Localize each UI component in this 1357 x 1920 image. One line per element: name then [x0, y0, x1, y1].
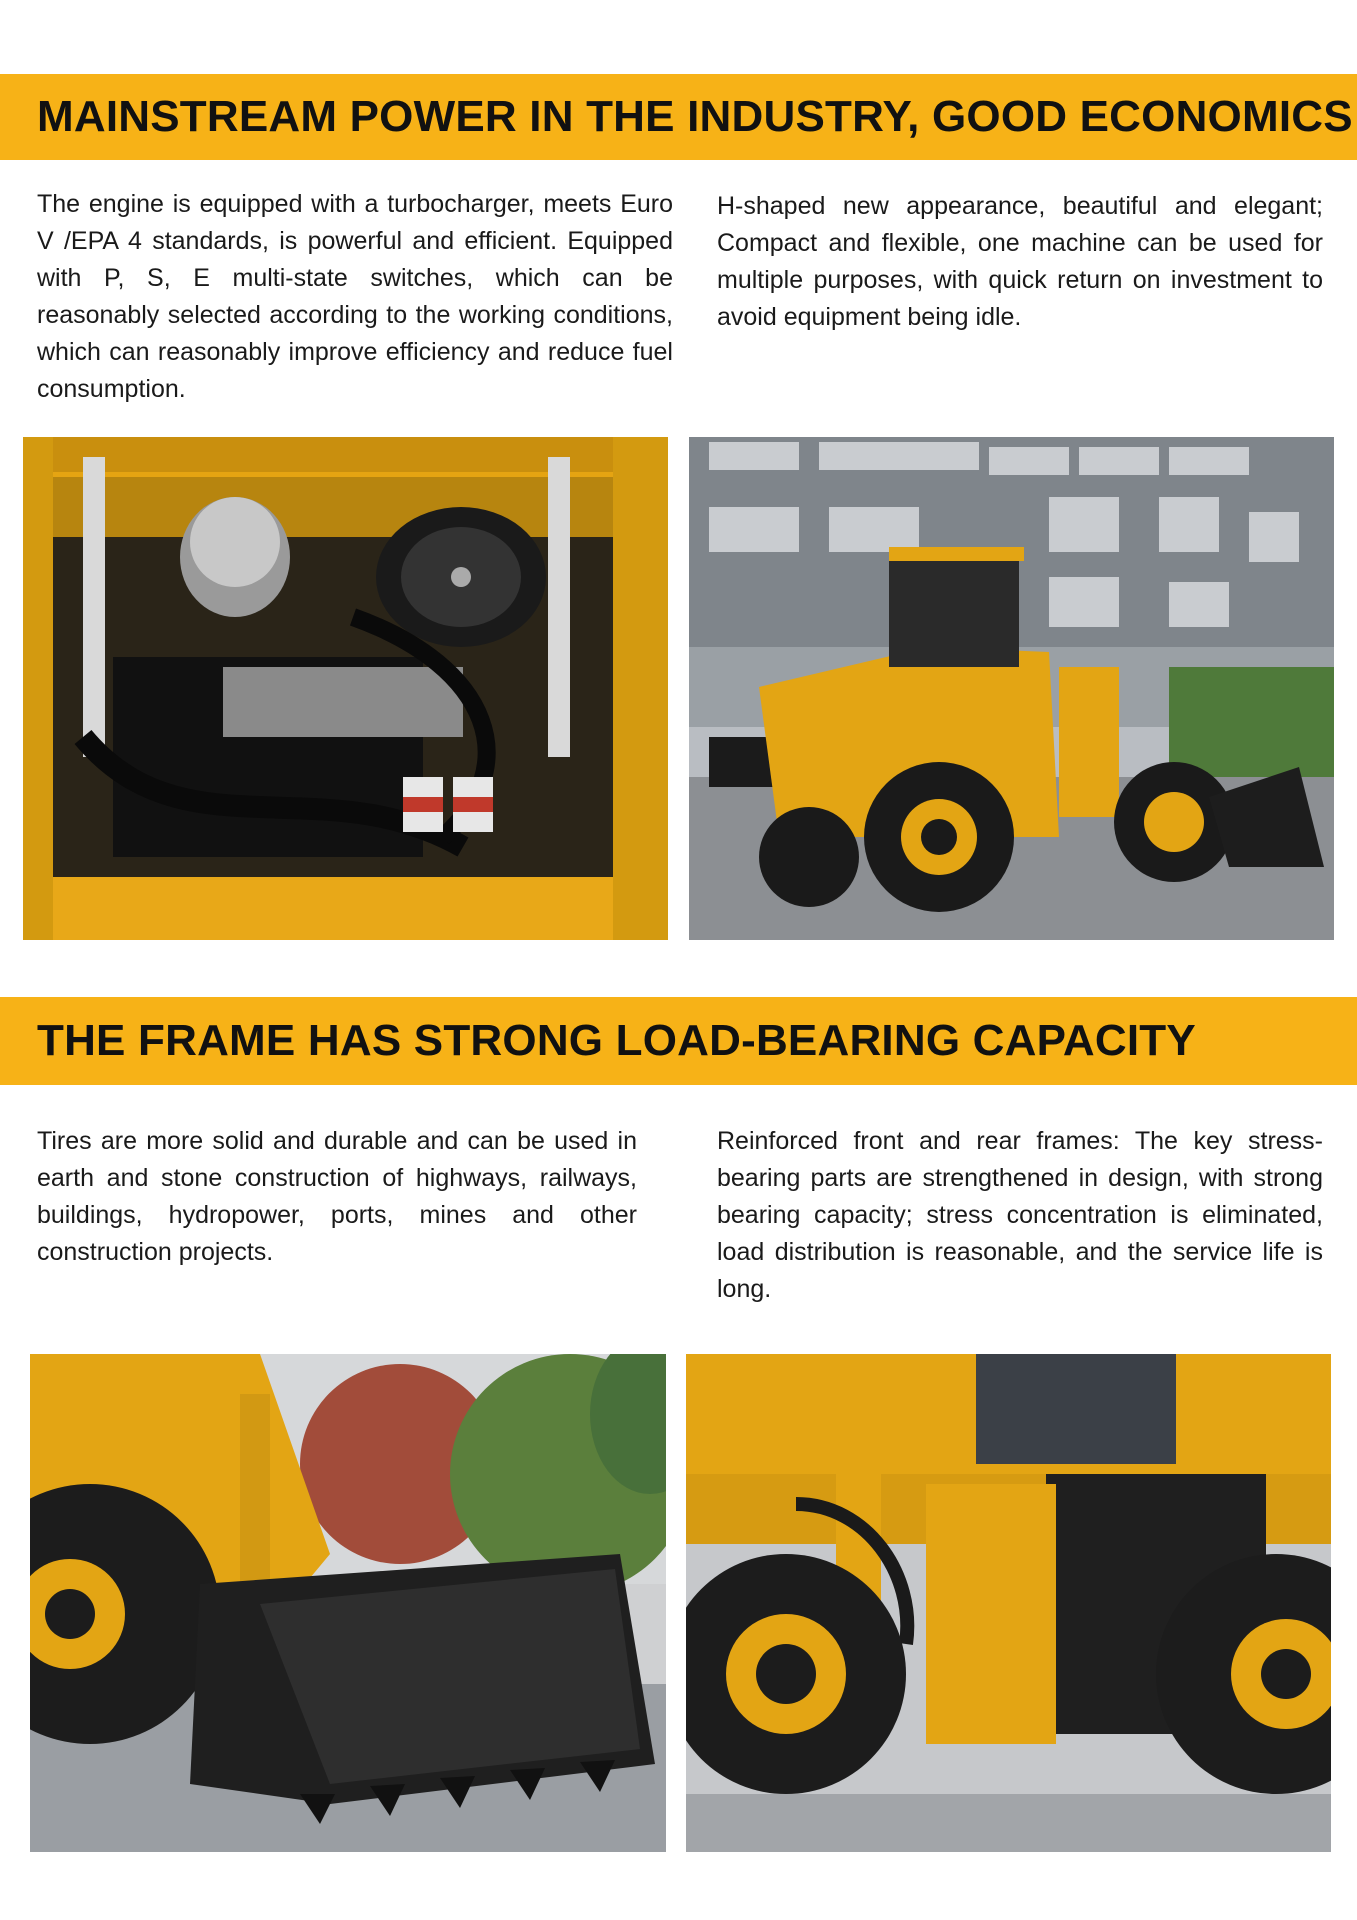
engine-description: The engine is equipped with a turbocharger, meets Euro V /EPA 4 standards, is powerful and efficient. Equipped with P, S, E multi-state switches, which can be reasonably selected according to the working conditions, which can reasonably improve efficiency and reduce fuel consumption. — [37, 190, 673, 403]
tires-description: Tires are more solid and durable and can be used in earth and stone construction of highways, railways, buildings, hydropower, ports, mines and other construction projects. — [37, 1127, 637, 1266]
section-banner-frame — [0, 997, 1357, 1085]
section-heading: THE FRAME HAS STRONG LOAD-BEARING CAPACITY — [37, 1016, 1196, 1065]
frame-description: Reinforced front and rear frames: The key stress-bearing parts are strengthened in design, with strong bearing capacity; stress concentration is eliminated, load distribution is reasonable, and the service life is long. — [717, 1127, 1323, 1303]
bucket-closeup-photo — [30, 1354, 666, 1852]
front-frame-photo — [686, 1354, 1331, 1852]
appearance-description: H-shaped new appearance, beautiful and elegant; Compact and flexible, one machine can be used for multiple purposes, with quick return on investment to avoid equipment being idle. — [717, 192, 1323, 331]
section-banner-power — [0, 74, 1357, 160]
loader-exterior-photo — [689, 437, 1334, 940]
engine-compartment-photo — [23, 437, 668, 940]
section-heading: MAINSTREAM POWER IN THE INDUSTRY, GOOD ECONOMICS — [37, 92, 1353, 141]
